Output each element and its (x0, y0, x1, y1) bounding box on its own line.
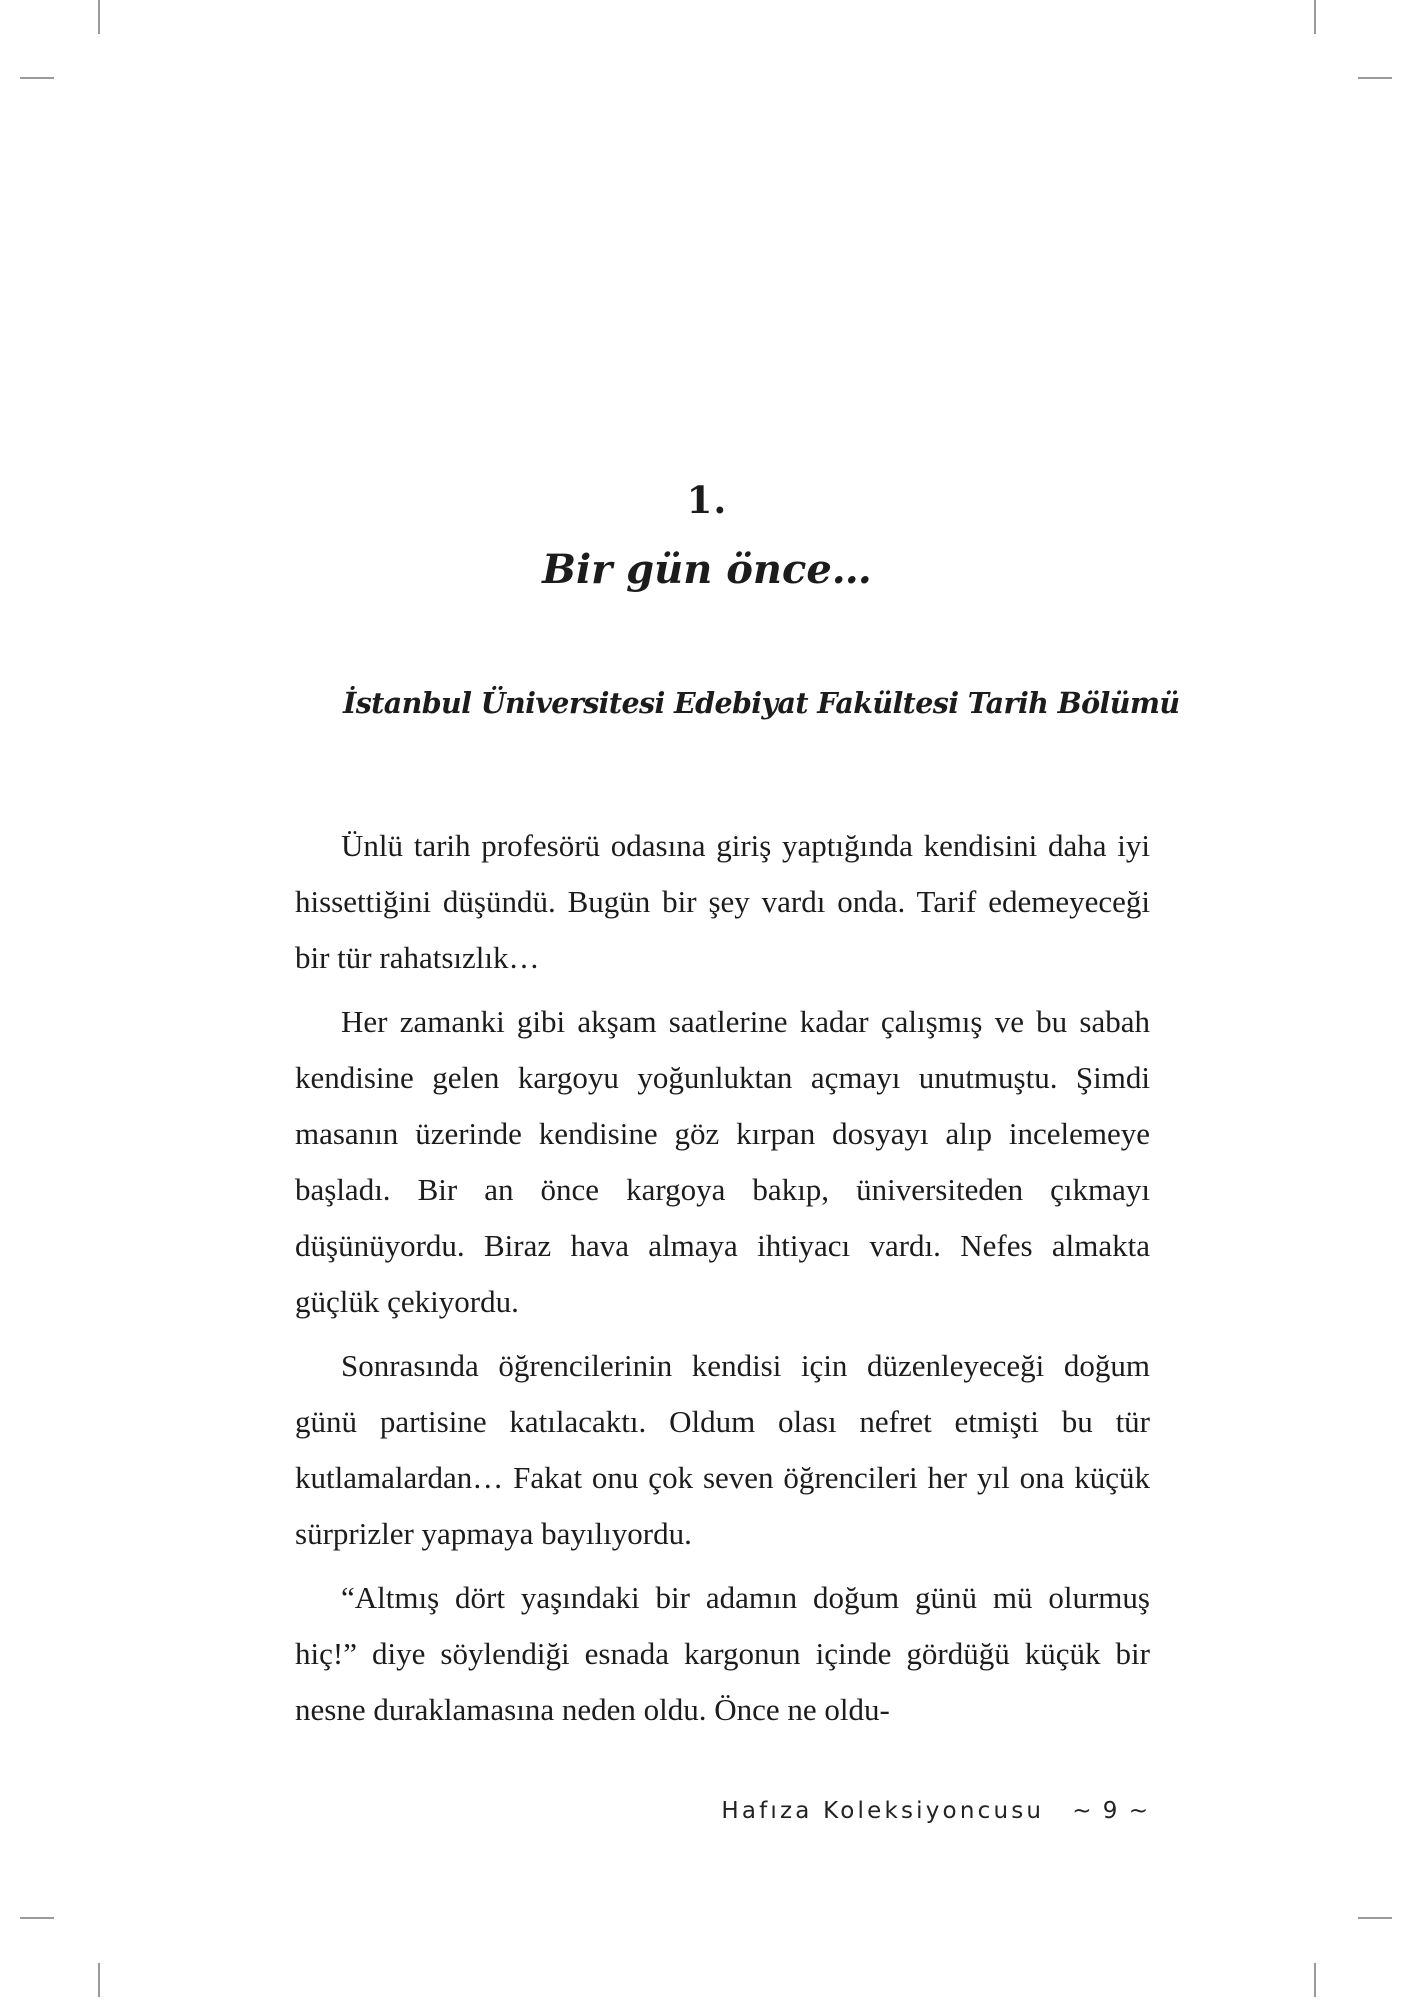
chapter-body (295, 818, 1150, 1746)
crop-mark-top-right (1314, 0, 1316, 34)
page-number: ~ 9 ~ (1072, 1798, 1150, 1824)
scene-location-heading: İstanbul Üniversitesi Edebiyat Fakültesi Tarih Bölümü (343, 686, 1180, 720)
crop-mark-bottom-left (98, 1963, 100, 1997)
crop-mark-bottom-right (1314, 1963, 1316, 1997)
crop-mark-top-left (98, 0, 100, 34)
crop-mark-right-upper (1358, 77, 1392, 79)
paragraph: Sonrasında öğrencilerinin kendisi için düzenleyeceği doğum günü partisine katılacaktı. Oldum olası nefret etmişti bu tür kutlamalardan… Fakat onu çok seven öğrencileri her yıl ona küçük sürprizler yapmaya bayılıyordu. (295, 1348, 1150, 1551)
crop-mark-left-upper (20, 77, 54, 79)
chapter-number: 1. (686, 478, 728, 522)
running-book-title: Hafıza Koleksiyoncusu (721, 1798, 1045, 1824)
chapter-title: Bir gün önce… (542, 546, 872, 593)
crop-mark-right-lower (1358, 1917, 1392, 1919)
page-footer (721, 1798, 1150, 1824)
paragraph: Ünlü tarih profesörü odasına giriş yaptığında kendisini daha iyi hissettiğini düşündü. Bugün bir şey vardı onda. Tarif edemeyeceği bir tür rahatsızlık… (295, 828, 1150, 975)
crop-mark-left-lower (20, 1917, 54, 1919)
paragraph: Her zamanki gibi akşam saatlerine kadar çalışmış ve bu sabah kendisine gelen kargoyu yoğunluktan açmayı unutmuştu. Şimdi masanın üzerinde kendisine göz kırpan dosyayı alıp incelemeye başladı. Bir an önce kargoya bakıp, üniversiteden çıkmayı düşünüyordu. Biraz hava almaya ihtiyacı vardı. Nefes almakta güçlük çekiyordu. (295, 1004, 1150, 1319)
paragraph: “Altmış dört yaşındaki bir adamın doğum günü mü olurmuş hiç!” diye söylendiği esnada kargonun içinde gördüğü küçük bir nesne duraklamasına neden oldu. Önce ne oldu- (295, 1580, 1150, 1727)
